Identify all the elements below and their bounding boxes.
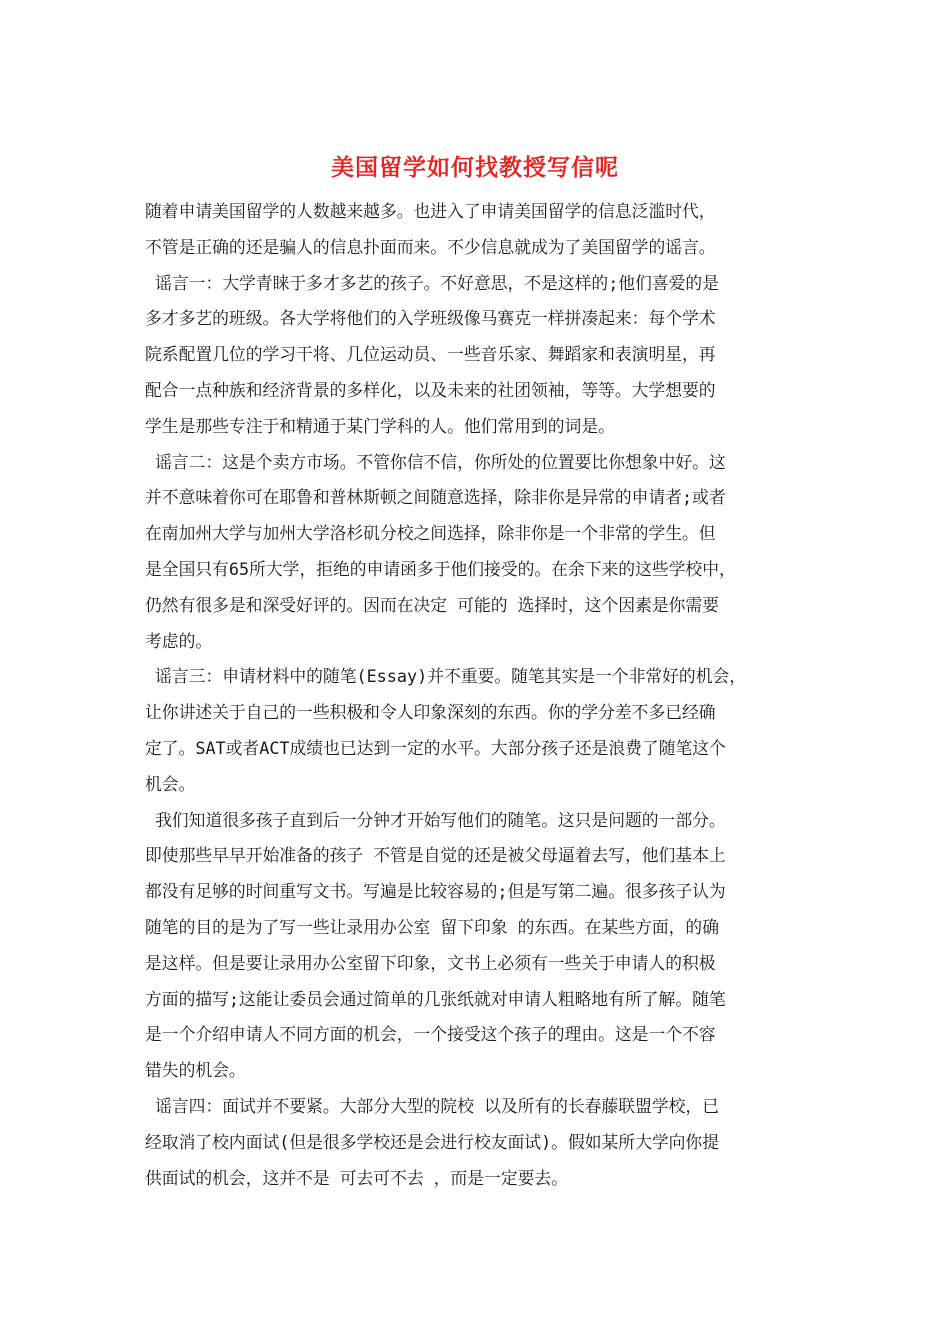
- text-line: 仍然有很多是和深受好评的。因而在决定 可能的 选择时，这个因素是你需要: [145, 594, 719, 615]
- text-line: 配合一点种族和经济背景的多样化，以及未来的社团领袖，等等。大学想要的: [145, 379, 716, 400]
- document-body: [145, 194, 820, 1196]
- text-line: 供面试的机会，这并不是 可去可不去 ，而是一定要去。: [145, 1167, 568, 1188]
- text-line: 是一个介绍申请人不同方面的机会，一个接受这个孩子的理由。这是一个不容: [145, 1024, 716, 1045]
- text-line: 是全国只有65所大学，拒绝的申请函多于他们接受的。在余下来的这些学校中，: [145, 558, 736, 579]
- text-line: 随着申请美国留学的人数越来越多。也进入了申请美国留学的信息泛滥时代，: [145, 201, 716, 221]
- text-line: 考虑的。: [145, 630, 213, 651]
- text-line: 方面的描写;这能让委员会通过简单的几张纸就对申请人粗略地有所了解。随笔: [145, 988, 726, 1009]
- text-line: 谣言二：这是个卖方市场。不管你信不信，你所处的位置要比你想象中好。这: [145, 451, 726, 472]
- text-line: 院系配置几位的学习干将、几位运动员、一些音乐家、舞蹈家和表演明星，再: [145, 344, 716, 365]
- text-line: 多才多艺的班级。各大学将他们的入学班级像马赛克一样拼凑起来：每个学术: [145, 308, 716, 329]
- text-line: 让你讲述关于自己的一些积极和令人印象深刻的东西。你的学分差不多已经确: [145, 702, 716, 723]
- text-line: 定了。SAT或者ACT成绩也已达到一定的水平。大部分孩子还是浪费了随笔这个: [145, 737, 726, 758]
- text-line: 经取消了校内面试(但是很多学校还是会进行校友面试)。假如某所大学向你提: [145, 1131, 719, 1152]
- text-line: 学生是那些专注于和精通于某门学科的人。他们常用到的词是。: [145, 415, 615, 436]
- text-line: 都没有足够的时间重写文书。写遍是比较容易的;但是写第二遍。很多孩子认为: [145, 881, 726, 902]
- text-line: 是这样。但是要让录用办公室留下印象，文书上必须有一些关于申请人的积极: [145, 952, 716, 973]
- text-line: 谣言四：面试并不要紧。大部分大型的院校 以及所有的长春藤联盟学校，已: [145, 1095, 719, 1116]
- text-line: 我们知道很多孩子直到后一分钟才开始写他们的随笔。这只是问题的一部分。: [145, 809, 726, 830]
- document-title: 美国留学如何找教授写信呢: [331, 154, 619, 181]
- text-line: 在南加州大学与加州大学洛杉矶分校之间选择，除非你是一个非常的学生。但: [145, 523, 716, 544]
- text-line: 并不意味着你可在耶鲁和普林斯顿之间随意选择，除非你是异常的申请者;或者: [145, 487, 726, 508]
- text-line: 谣言一：大学青睐于多才多艺的孩子。不好意思，不是这样的;他们喜爱的是: [145, 272, 719, 293]
- text-line: 谣言三：申请材料中的随笔(Essay)并不重要。随笔其实是一个非常好的机会，: [145, 666, 747, 687]
- text-line: 不管是正确的还是骗人的信息扑面而来。不少信息就成为了美国留学的谣言。: [145, 236, 716, 257]
- text-line: 错失的机会。: [145, 1060, 246, 1081]
- text-line: 机会。: [145, 773, 196, 794]
- text-line: 即使那些早早开始准备的孩子 不管是自觉的还是被父母逼着去写，他们基本上: [145, 845, 726, 866]
- text-line: 随笔的目的是为了写一些让录用办公室 留下印象 的东西。在某些方面，的确: [145, 916, 719, 937]
